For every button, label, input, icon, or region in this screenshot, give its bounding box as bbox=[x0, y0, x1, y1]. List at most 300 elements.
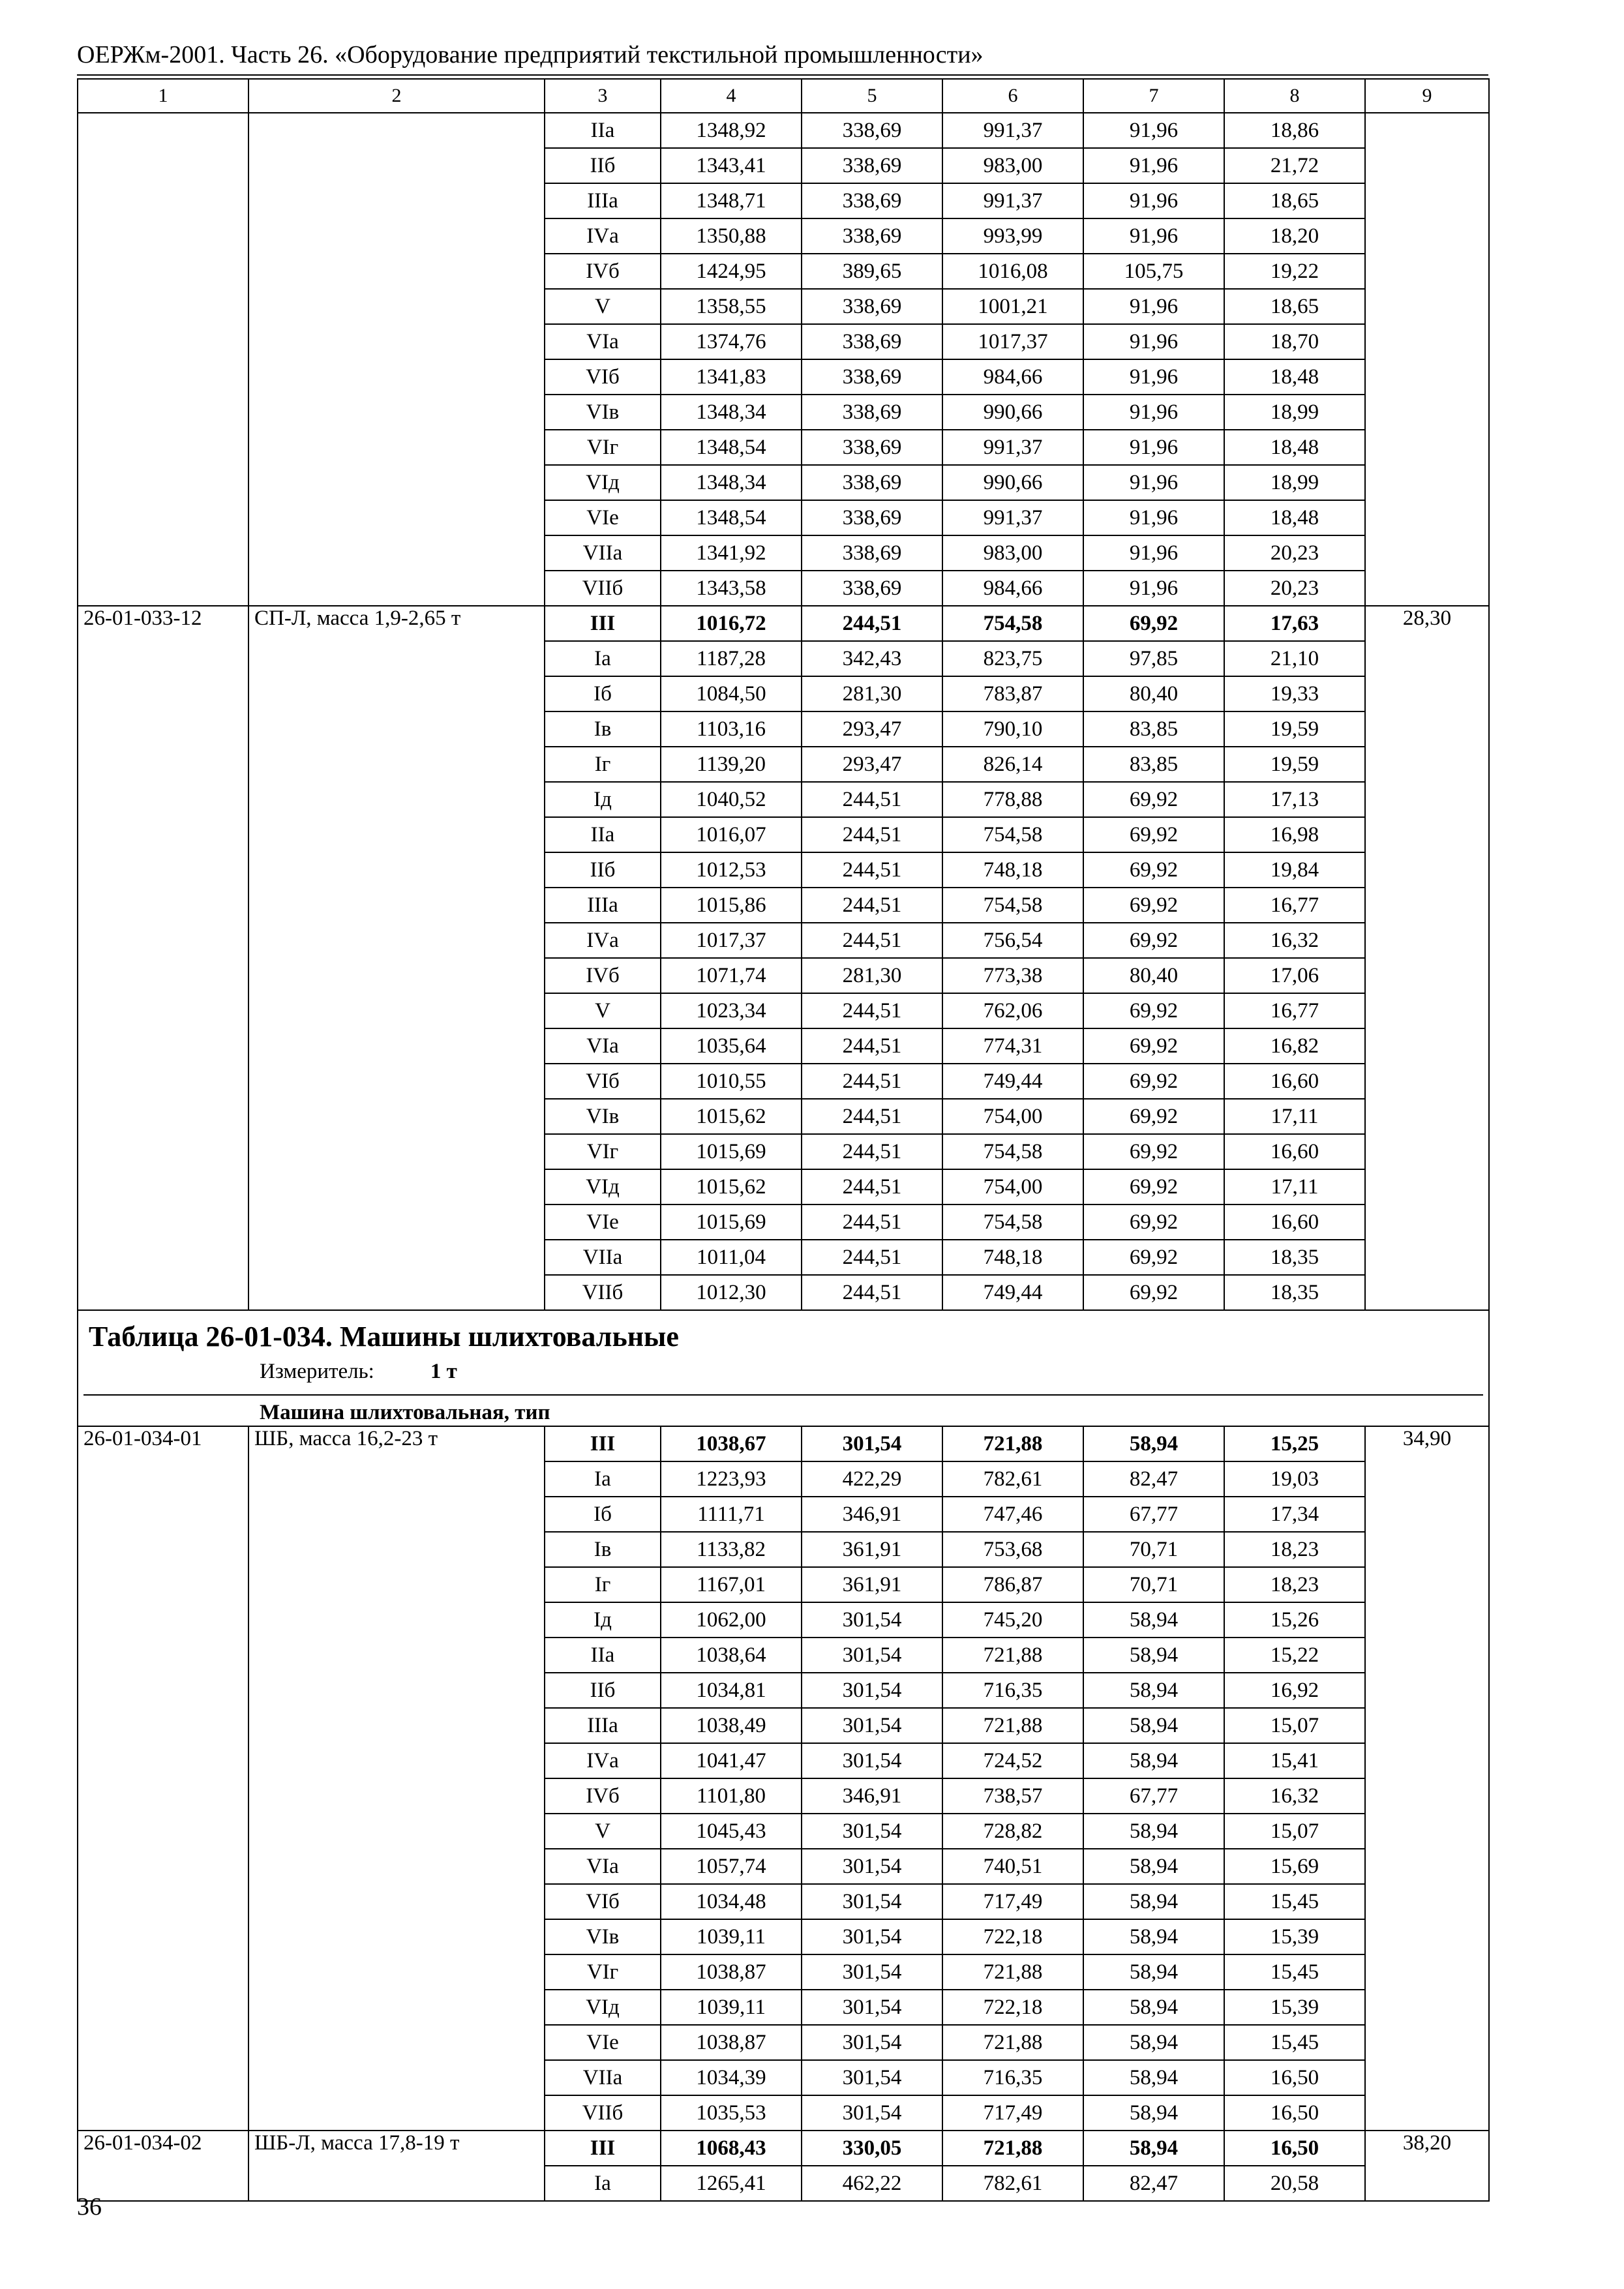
zone-cell: III bbox=[545, 606, 661, 641]
value-cell: 16,50 bbox=[1224, 2095, 1365, 2131]
column-number: 1 bbox=[78, 79, 248, 113]
table-row bbox=[78, 2131, 1489, 2166]
value-cell: 301,54 bbox=[802, 2025, 942, 2060]
column-number: 5 bbox=[802, 79, 942, 113]
value-cell: 990,66 bbox=[942, 395, 1083, 430]
value-cell: 18,35 bbox=[1224, 1275, 1365, 1310]
value-cell: 716,35 bbox=[942, 1673, 1083, 1708]
zone-cell: VIа bbox=[545, 324, 661, 359]
value-cell: 91,96 bbox=[1083, 183, 1224, 218]
value-cell: 346,91 bbox=[802, 1778, 942, 1814]
value-cell: 69,92 bbox=[1083, 1028, 1224, 1064]
zone-cell: V bbox=[545, 289, 661, 324]
value-cell: 83,85 bbox=[1083, 747, 1224, 782]
value-cell: 361,91 bbox=[802, 1567, 942, 1602]
value-cell: 69,92 bbox=[1083, 782, 1224, 817]
position-code: 26-01-034-01 bbox=[78, 1426, 248, 2131]
value-cell: 721,88 bbox=[942, 1638, 1083, 1673]
value-cell: 338,69 bbox=[802, 289, 942, 324]
value-cell: 18,48 bbox=[1224, 500, 1365, 535]
value-cell: 16,50 bbox=[1224, 2060, 1365, 2095]
value-cell: 58,94 bbox=[1083, 1849, 1224, 1884]
value-cell: 20,23 bbox=[1224, 571, 1365, 606]
section-header-row bbox=[78, 1310, 1489, 1426]
value-cell: 82,47 bbox=[1083, 2166, 1224, 2201]
value-cell: 16,50 bbox=[1224, 2131, 1365, 2166]
value-cell: 749,44 bbox=[942, 1275, 1083, 1310]
value-cell: 70,71 bbox=[1083, 1567, 1224, 1602]
value-cell: 301,54 bbox=[802, 1814, 942, 1849]
value-cell: 16,82 bbox=[1224, 1028, 1365, 1064]
value-cell: 15,39 bbox=[1224, 1990, 1365, 2025]
value-cell: 16,60 bbox=[1224, 1134, 1365, 1169]
value-cell: 244,51 bbox=[802, 1240, 942, 1275]
value-cell: 721,88 bbox=[942, 2025, 1083, 2060]
value-cell: 330,05 bbox=[802, 2131, 942, 2166]
equipment-name: СП-Л, масса 1,9-2,65 т bbox=[248, 606, 545, 1310]
value-cell: 301,54 bbox=[802, 1990, 942, 2025]
value-cell: 91,96 bbox=[1083, 571, 1224, 606]
zone-cell: Iг bbox=[545, 1567, 661, 1602]
value-cell: 91,96 bbox=[1083, 289, 1224, 324]
value-cell: 754,58 bbox=[942, 606, 1083, 641]
value-cell: 1015,62 bbox=[661, 1169, 802, 1204]
value-cell: 18,65 bbox=[1224, 289, 1365, 324]
value-cell: 1035,53 bbox=[661, 2095, 802, 2131]
value-cell: 17,63 bbox=[1224, 606, 1365, 641]
value-cell: 753,68 bbox=[942, 1532, 1083, 1567]
zone-cell: IIа bbox=[545, 1638, 661, 1673]
value-cell: 1012,53 bbox=[661, 852, 802, 888]
value-cell: 747,46 bbox=[942, 1497, 1083, 1532]
value-cell: 58,94 bbox=[1083, 2025, 1224, 2060]
value-cell: 1038,87 bbox=[661, 2025, 802, 2060]
zone-cell: IVа bbox=[545, 1743, 661, 1778]
value-cell: 15,25 bbox=[1224, 1426, 1365, 1461]
value-cell: 58,94 bbox=[1083, 1743, 1224, 1778]
zone-cell: VIд bbox=[545, 1990, 661, 2025]
column-number: 6 bbox=[942, 79, 1083, 113]
value-cell: 18,35 bbox=[1224, 1240, 1365, 1275]
zone-cell: VIIа bbox=[545, 535, 661, 571]
value-cell: 20,58 bbox=[1224, 2166, 1365, 2201]
value-cell: 15,45 bbox=[1224, 2025, 1365, 2060]
value-cell: 244,51 bbox=[802, 606, 942, 641]
value-cell: 244,51 bbox=[802, 888, 942, 923]
zone-cell: Iб bbox=[545, 676, 661, 711]
value-cell: 745,20 bbox=[942, 1602, 1083, 1638]
value-cell: 69,92 bbox=[1083, 1134, 1224, 1169]
value-cell: 826,14 bbox=[942, 747, 1083, 782]
zone-cell: IIб bbox=[545, 852, 661, 888]
value-cell: 774,31 bbox=[942, 1028, 1083, 1064]
value-cell: 991,37 bbox=[942, 500, 1083, 535]
running-header: ОЕРЖм-2001. Часть 26. «Оборудование предприятий текстильной промышленности» bbox=[77, 41, 984, 68]
table-row bbox=[78, 606, 1489, 641]
value-cell: 58,94 bbox=[1083, 1426, 1224, 1461]
value-cell: 990,66 bbox=[942, 465, 1083, 500]
value-cell: 1133,82 bbox=[661, 1532, 802, 1567]
zone-cell: Iд bbox=[545, 782, 661, 817]
zone-cell: Iг bbox=[545, 747, 661, 782]
value-cell: 91,96 bbox=[1083, 148, 1224, 183]
value-cell: 58,94 bbox=[1083, 1814, 1224, 1849]
zone-cell: IIб bbox=[545, 148, 661, 183]
section-header bbox=[78, 1310, 1489, 1426]
value-cell: 823,75 bbox=[942, 641, 1083, 676]
value-cell: 244,51 bbox=[802, 1169, 942, 1204]
value-cell: 15,07 bbox=[1224, 1814, 1365, 1849]
value-cell: 1167,01 bbox=[661, 1567, 802, 1602]
value-cell: 17,11 bbox=[1224, 1169, 1365, 1204]
equipment-name: ШБ, масса 16,2-23 т bbox=[248, 1426, 545, 2131]
zone-cell: III bbox=[545, 2131, 661, 2166]
value-cell: 97,85 bbox=[1083, 641, 1224, 676]
zone-cell: Iв bbox=[545, 711, 661, 747]
value-cell: 749,44 bbox=[942, 1064, 1083, 1099]
column-number: 2 bbox=[248, 79, 545, 113]
value-cell: 244,51 bbox=[802, 1204, 942, 1240]
value-cell: 1057,74 bbox=[661, 1849, 802, 1884]
value-cell: 301,54 bbox=[802, 1884, 942, 1919]
value-cell: 244,51 bbox=[802, 852, 942, 888]
zone-cell: IIIа bbox=[545, 888, 661, 923]
unit-value: 1 т bbox=[430, 1360, 457, 1383]
zone-cell: V bbox=[545, 993, 661, 1028]
value-cell: 721,88 bbox=[942, 1708, 1083, 1743]
value-cell: 1424,95 bbox=[661, 254, 802, 289]
value-cell: 991,37 bbox=[942, 430, 1083, 465]
value-cell: 58,94 bbox=[1083, 1990, 1224, 2025]
value-cell: 67,77 bbox=[1083, 1778, 1224, 1814]
value-cell: 15,39 bbox=[1224, 1919, 1365, 1954]
value-cell: 773,38 bbox=[942, 958, 1083, 993]
value-cell: 1016,72 bbox=[661, 606, 802, 641]
value-cell: 1103,16 bbox=[661, 711, 802, 747]
zone-cell: VIг bbox=[545, 430, 661, 465]
value-cell: 991,37 bbox=[942, 113, 1083, 148]
value-cell: 91,96 bbox=[1083, 465, 1224, 500]
zone-cell: VIIб bbox=[545, 2095, 661, 2131]
value-cell: 991,37 bbox=[942, 183, 1083, 218]
zone-cell: Iб bbox=[545, 1497, 661, 1532]
zone-cell: VIд bbox=[545, 1169, 661, 1204]
value-cell: 338,69 bbox=[802, 183, 942, 218]
value-cell: 721,88 bbox=[942, 2131, 1083, 2166]
header-rule bbox=[77, 74, 1488, 76]
value-cell: 783,87 bbox=[942, 676, 1083, 711]
value-cell: 724,52 bbox=[942, 1743, 1083, 1778]
value-cell: 58,94 bbox=[1083, 2131, 1224, 2166]
value-cell: 1341,92 bbox=[661, 535, 802, 571]
value-cell: 1111,71 bbox=[661, 1497, 802, 1532]
value-cell: 91,96 bbox=[1083, 430, 1224, 465]
value-cell: 69,92 bbox=[1083, 888, 1224, 923]
value-cell: 20,23 bbox=[1224, 535, 1365, 571]
value-cell: 91,96 bbox=[1083, 113, 1224, 148]
value-cell: 18,48 bbox=[1224, 430, 1365, 465]
column-number-row bbox=[78, 79, 1489, 113]
value-cell: 1016,07 bbox=[661, 817, 802, 852]
value-cell: 1001,21 bbox=[942, 289, 1083, 324]
value-cell: 16,32 bbox=[1224, 1778, 1365, 1814]
value-cell: 756,54 bbox=[942, 923, 1083, 958]
value-cell: 18,20 bbox=[1224, 218, 1365, 254]
position-code: 26-01-034-02 bbox=[78, 2131, 248, 2201]
zone-cell: IIIа bbox=[545, 1708, 661, 1743]
value-cell: 716,35 bbox=[942, 2060, 1083, 2095]
value-cell: 301,54 bbox=[802, 1954, 942, 1990]
value-cell: 301,54 bbox=[802, 1426, 942, 1461]
zone-cell: Iв bbox=[545, 1532, 661, 1567]
value-cell: 1187,28 bbox=[661, 641, 802, 676]
value-cell: 244,51 bbox=[802, 817, 942, 852]
value-cell: 1034,48 bbox=[661, 1884, 802, 1919]
value-cell: 754,00 bbox=[942, 1169, 1083, 1204]
zone-cell: VIа bbox=[545, 1849, 661, 1884]
value-cell: 301,54 bbox=[802, 2095, 942, 2131]
value-cell: 1015,69 bbox=[661, 1134, 802, 1169]
value-cell: 1041,47 bbox=[661, 1743, 802, 1778]
value-cell: 16,32 bbox=[1224, 923, 1365, 958]
value-cell: 58,94 bbox=[1083, 1638, 1224, 1673]
value-cell: 984,66 bbox=[942, 571, 1083, 606]
value-cell: 69,92 bbox=[1083, 923, 1224, 958]
value-cell: 91,96 bbox=[1083, 535, 1224, 571]
value-cell: 18,86 bbox=[1224, 113, 1365, 148]
value-cell: 80,40 bbox=[1083, 958, 1224, 993]
value-cell: 19,03 bbox=[1224, 1461, 1365, 1497]
value-cell: 19,22 bbox=[1224, 254, 1365, 289]
value-cell: 301,54 bbox=[802, 1673, 942, 1708]
col9-value: 34,90 bbox=[1365, 1426, 1489, 2131]
value-cell: 244,51 bbox=[802, 1099, 942, 1134]
value-cell: 338,69 bbox=[802, 465, 942, 500]
value-cell: 58,94 bbox=[1083, 2095, 1224, 2131]
value-cell: 15,22 bbox=[1224, 1638, 1365, 1673]
value-cell: 1045,43 bbox=[661, 1814, 802, 1849]
value-cell: 58,94 bbox=[1083, 2060, 1224, 2095]
zone-cell: VIг bbox=[545, 1134, 661, 1169]
equipment-name bbox=[248, 113, 545, 606]
value-cell: 1023,34 bbox=[661, 993, 802, 1028]
value-cell: 338,69 bbox=[802, 359, 942, 395]
value-cell: 19,59 bbox=[1224, 747, 1365, 782]
value-cell: 738,57 bbox=[942, 1778, 1083, 1814]
value-cell: 1012,30 bbox=[661, 1275, 802, 1310]
zone-cell: VIб bbox=[545, 359, 661, 395]
value-cell: 244,51 bbox=[802, 1134, 942, 1169]
zone-cell: VIIб bbox=[545, 571, 661, 606]
value-cell: 301,54 bbox=[802, 1849, 942, 1884]
value-cell: 16,60 bbox=[1224, 1064, 1365, 1099]
value-cell: 342,43 bbox=[802, 641, 942, 676]
section-subheading: Машина шлихтовальная, тип bbox=[260, 1401, 550, 1424]
value-cell: 1343,58 bbox=[661, 571, 802, 606]
value-cell: 19,33 bbox=[1224, 676, 1365, 711]
position-code: 26-01-033-12 bbox=[78, 606, 248, 1310]
value-cell: 18,23 bbox=[1224, 1567, 1365, 1602]
value-cell: 281,30 bbox=[802, 958, 942, 993]
value-cell: 389,65 bbox=[802, 254, 942, 289]
table-row bbox=[78, 1426, 1489, 1461]
zone-cell: Iд bbox=[545, 1602, 661, 1638]
value-cell: 1038,64 bbox=[661, 1638, 802, 1673]
zone-cell: VIе bbox=[545, 500, 661, 535]
value-cell: 15,45 bbox=[1224, 1884, 1365, 1919]
value-cell: 1348,54 bbox=[661, 500, 802, 535]
value-cell: 69,92 bbox=[1083, 1240, 1224, 1275]
value-cell: 338,69 bbox=[802, 395, 942, 430]
equipment-name: ШБ-Л, масса 17,8-19 т bbox=[248, 2131, 545, 2201]
value-cell: 19,59 bbox=[1224, 711, 1365, 747]
value-cell: 1101,80 bbox=[661, 1778, 802, 1814]
col9-value: 38,20 bbox=[1365, 2131, 1489, 2201]
value-cell: 748,18 bbox=[942, 1240, 1083, 1275]
price-table bbox=[77, 78, 1490, 2202]
zone-cell: III bbox=[545, 1426, 661, 1461]
value-cell: 301,54 bbox=[802, 1708, 942, 1743]
value-cell: 301,54 bbox=[802, 1638, 942, 1673]
value-cell: 244,51 bbox=[802, 923, 942, 958]
value-cell: 58,94 bbox=[1083, 1884, 1224, 1919]
value-cell: 338,69 bbox=[802, 571, 942, 606]
value-cell: 717,49 bbox=[942, 2095, 1083, 2131]
value-cell: 1265,41 bbox=[661, 2166, 802, 2201]
unit-label: Измеритель: bbox=[260, 1360, 374, 1383]
value-cell: 70,71 bbox=[1083, 1532, 1224, 1567]
value-cell: 1348,34 bbox=[661, 465, 802, 500]
col9-value bbox=[1365, 113, 1489, 606]
value-cell: 16,92 bbox=[1224, 1673, 1365, 1708]
zone-cell: IIа bbox=[545, 817, 661, 852]
value-cell: 984,66 bbox=[942, 359, 1083, 395]
value-cell: 422,29 bbox=[802, 1461, 942, 1497]
value-cell: 748,18 bbox=[942, 852, 1083, 888]
value-cell: 105,75 bbox=[1083, 254, 1224, 289]
value-cell: 1084,50 bbox=[661, 676, 802, 711]
value-cell: 281,30 bbox=[802, 676, 942, 711]
value-cell: 782,61 bbox=[942, 1461, 1083, 1497]
value-cell: 338,69 bbox=[802, 500, 942, 535]
value-cell: 1358,55 bbox=[661, 289, 802, 324]
value-cell: 15,41 bbox=[1224, 1743, 1365, 1778]
value-cell: 338,69 bbox=[802, 113, 942, 148]
zone-cell: Iа bbox=[545, 2166, 661, 2201]
value-cell: 721,88 bbox=[942, 1426, 1083, 1461]
zone-cell: VIIа bbox=[545, 2060, 661, 2095]
value-cell: 82,47 bbox=[1083, 1461, 1224, 1497]
zone-cell: VIв bbox=[545, 1919, 661, 1954]
value-cell: 18,23 bbox=[1224, 1532, 1365, 1567]
value-cell: 58,94 bbox=[1083, 1602, 1224, 1638]
value-cell: 722,18 bbox=[942, 1919, 1083, 1954]
value-cell: 1015,69 bbox=[661, 1204, 802, 1240]
value-cell: 15,26 bbox=[1224, 1602, 1365, 1638]
value-cell: 338,69 bbox=[802, 148, 942, 183]
value-cell: 1017,37 bbox=[942, 324, 1083, 359]
column-number: 8 bbox=[1224, 79, 1365, 113]
value-cell: 17,34 bbox=[1224, 1497, 1365, 1532]
zone-cell: Iа bbox=[545, 1461, 661, 1497]
value-cell: 1034,39 bbox=[661, 2060, 802, 2095]
value-cell: 301,54 bbox=[802, 1743, 942, 1778]
value-cell: 1038,67 bbox=[661, 1426, 802, 1461]
value-cell: 754,58 bbox=[942, 1134, 1083, 1169]
zone-cell: VIе bbox=[545, 1204, 661, 1240]
value-cell: 301,54 bbox=[802, 1602, 942, 1638]
value-cell: 58,94 bbox=[1083, 1673, 1224, 1708]
value-cell: 1343,41 bbox=[661, 148, 802, 183]
zone-cell: IVб bbox=[545, 254, 661, 289]
value-cell: 18,48 bbox=[1224, 359, 1365, 395]
value-cell: 91,96 bbox=[1083, 395, 1224, 430]
value-cell: 58,94 bbox=[1083, 1919, 1224, 1954]
value-cell: 1223,93 bbox=[661, 1461, 802, 1497]
value-cell: 790,10 bbox=[942, 711, 1083, 747]
value-cell: 1038,49 bbox=[661, 1708, 802, 1743]
value-cell: 1015,86 bbox=[661, 888, 802, 923]
zone-cell: VIе bbox=[545, 2025, 661, 2060]
value-cell: 80,40 bbox=[1083, 676, 1224, 711]
value-cell: 778,88 bbox=[942, 782, 1083, 817]
value-cell: 1374,76 bbox=[661, 324, 802, 359]
value-cell: 69,92 bbox=[1083, 1099, 1224, 1134]
value-cell: 18,70 bbox=[1224, 324, 1365, 359]
value-cell: 1015,62 bbox=[661, 1099, 802, 1134]
zone-cell: VIд bbox=[545, 465, 661, 500]
zone-cell: VIб bbox=[545, 1884, 661, 1919]
value-cell: 67,77 bbox=[1083, 1497, 1224, 1532]
value-cell: 244,51 bbox=[802, 993, 942, 1028]
value-cell: 16,98 bbox=[1224, 817, 1365, 852]
zone-cell: IVб bbox=[545, 958, 661, 993]
value-cell: 21,72 bbox=[1224, 148, 1365, 183]
value-cell: 18,65 bbox=[1224, 183, 1365, 218]
value-cell: 69,92 bbox=[1083, 1064, 1224, 1099]
value-cell: 18,99 bbox=[1224, 395, 1365, 430]
value-cell: 301,54 bbox=[802, 1919, 942, 1954]
value-cell: 786,87 bbox=[942, 1567, 1083, 1602]
value-cell: 1139,20 bbox=[661, 747, 802, 782]
value-cell: 983,00 bbox=[942, 535, 1083, 571]
value-cell: 1016,08 bbox=[942, 254, 1083, 289]
value-cell: 1071,74 bbox=[661, 958, 802, 993]
value-cell: 338,69 bbox=[802, 324, 942, 359]
value-cell: 740,51 bbox=[942, 1849, 1083, 1884]
value-cell: 1039,11 bbox=[661, 1919, 802, 1954]
value-cell: 293,47 bbox=[802, 711, 942, 747]
value-cell: 83,85 bbox=[1083, 711, 1224, 747]
value-cell: 1068,43 bbox=[661, 2131, 802, 2166]
value-cell: 762,06 bbox=[942, 993, 1083, 1028]
value-cell: 17,11 bbox=[1224, 1099, 1365, 1134]
zone-cell: VIIа bbox=[545, 1240, 661, 1275]
value-cell: 1038,87 bbox=[661, 1954, 802, 1990]
value-cell: 1010,55 bbox=[661, 1064, 802, 1099]
value-cell: 1348,71 bbox=[661, 183, 802, 218]
value-cell: 782,61 bbox=[942, 2166, 1083, 2201]
value-cell: 69,92 bbox=[1083, 817, 1224, 852]
page-number: 36 bbox=[77, 2193, 102, 2221]
value-cell: 69,92 bbox=[1083, 993, 1224, 1028]
column-number: 3 bbox=[545, 79, 661, 113]
zone-cell: VIIб bbox=[545, 1275, 661, 1310]
value-cell: 58,94 bbox=[1083, 1708, 1224, 1743]
value-cell: 244,51 bbox=[802, 1064, 942, 1099]
value-cell: 338,69 bbox=[802, 430, 942, 465]
column-number: 9 bbox=[1365, 79, 1489, 113]
